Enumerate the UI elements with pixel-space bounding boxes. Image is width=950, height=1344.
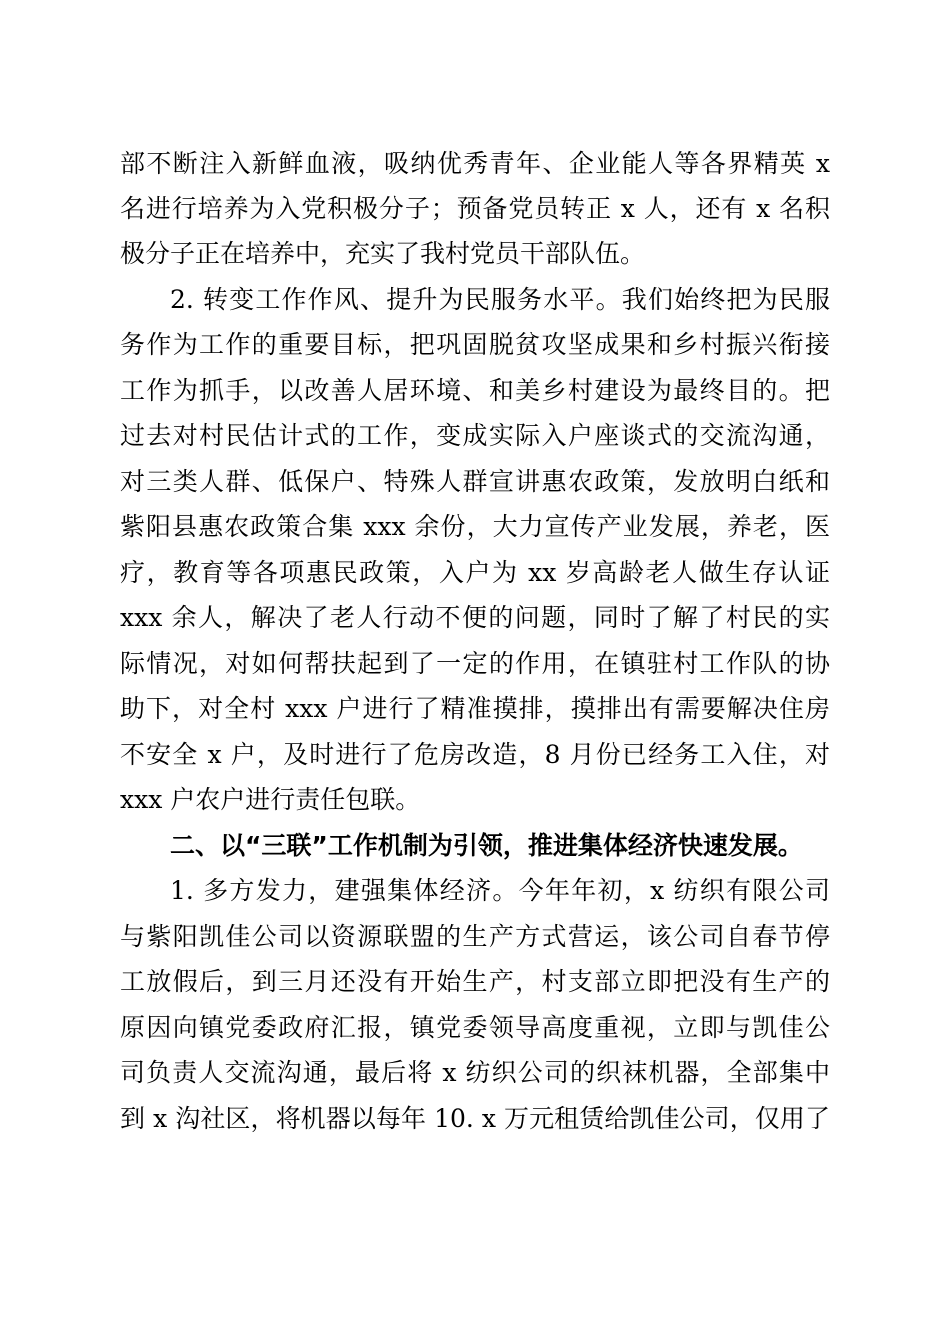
paragraph-line: 1. 多方发力，建强集体经济。今年年初，x 纺织有限公司 bbox=[170, 876, 830, 905]
paragraph-line: 名进行培养为入党积极分子；预备党员转正 x 人，还有 x 名积 bbox=[120, 194, 830, 223]
paragraph-line: 极分子正在培养中，充实了我村党员干部队伍。 bbox=[120, 239, 646, 268]
paragraph-line: 与紫阳凯佳公司以资源联盟的生产方式营运，该公司自春节停 bbox=[120, 922, 830, 951]
paragraph-line: 过去对村民估计式的工作，变成实际入户座谈式的交流沟通， bbox=[120, 421, 830, 450]
section-heading: 二、以“三联”工作机制为引领，推进集体经济快速发展。 bbox=[170, 831, 803, 860]
paragraph-line: 际情况，对如何帮扶起到了一定的作用，在镇驻村工作队的协 bbox=[120, 649, 830, 678]
paragraph-line: 原因向镇党委政府汇报，镇党委领导高度重视，立即与凯佳公 bbox=[120, 1013, 830, 1042]
paragraph-line: 疗，教育等各项惠民政策，入户为 xx 岁高龄老人做生存认证 bbox=[120, 558, 830, 587]
paragraph-line: 务作为工作的重要目标，把巩固脱贫攻坚成果和乡村振兴衔接 bbox=[120, 330, 830, 359]
paragraph-line: 到 x 沟社区，将机器以每年 10. x 万元租赁给凯佳公司，仅用了 bbox=[120, 1104, 830, 1133]
paragraph-line: 部不断注入新鲜血液，吸纳优秀青年、企业能人等各界精英 x bbox=[120, 149, 830, 178]
paragraph-line: 司负责人交流沟通，最后将 x 纺织公司的织袜机器，全部集中 bbox=[120, 1058, 830, 1087]
paragraph-line: 工放假后，到三月还没有开始生产，村支部立即把没有生产的 bbox=[120, 967, 830, 996]
paragraph-line: 2. 转变工作作风、提升为民服务水平。我们始终把为民服 bbox=[170, 285, 830, 314]
paragraph-line: 紫阳县惠农政策合集 xxx 余份，大力宣传产业发展，养老，医 bbox=[120, 512, 830, 541]
paragraph-line: 工作为抓手，以改善人居环境、和美乡村建设为最终目的。把 bbox=[120, 376, 830, 405]
paragraph-line: xxx 余人，解决了老人行动不便的问题，同时了解了村民的实 bbox=[120, 603, 830, 632]
paragraph-line: 助下，对全村 xxx 户进行了精准摸排，摸排出有需要解决住房 bbox=[120, 694, 830, 723]
paragraph-line: 不安全 x 户，及时进行了危房改造，8 月份已经务工入住，对 bbox=[120, 740, 830, 769]
paragraph-line: 对三类人群、低保户、特殊人群宣讲惠农政策，发放明白纸和 bbox=[120, 467, 830, 496]
paragraph-line: xxx 户农户进行责任包联。 bbox=[120, 785, 421, 814]
